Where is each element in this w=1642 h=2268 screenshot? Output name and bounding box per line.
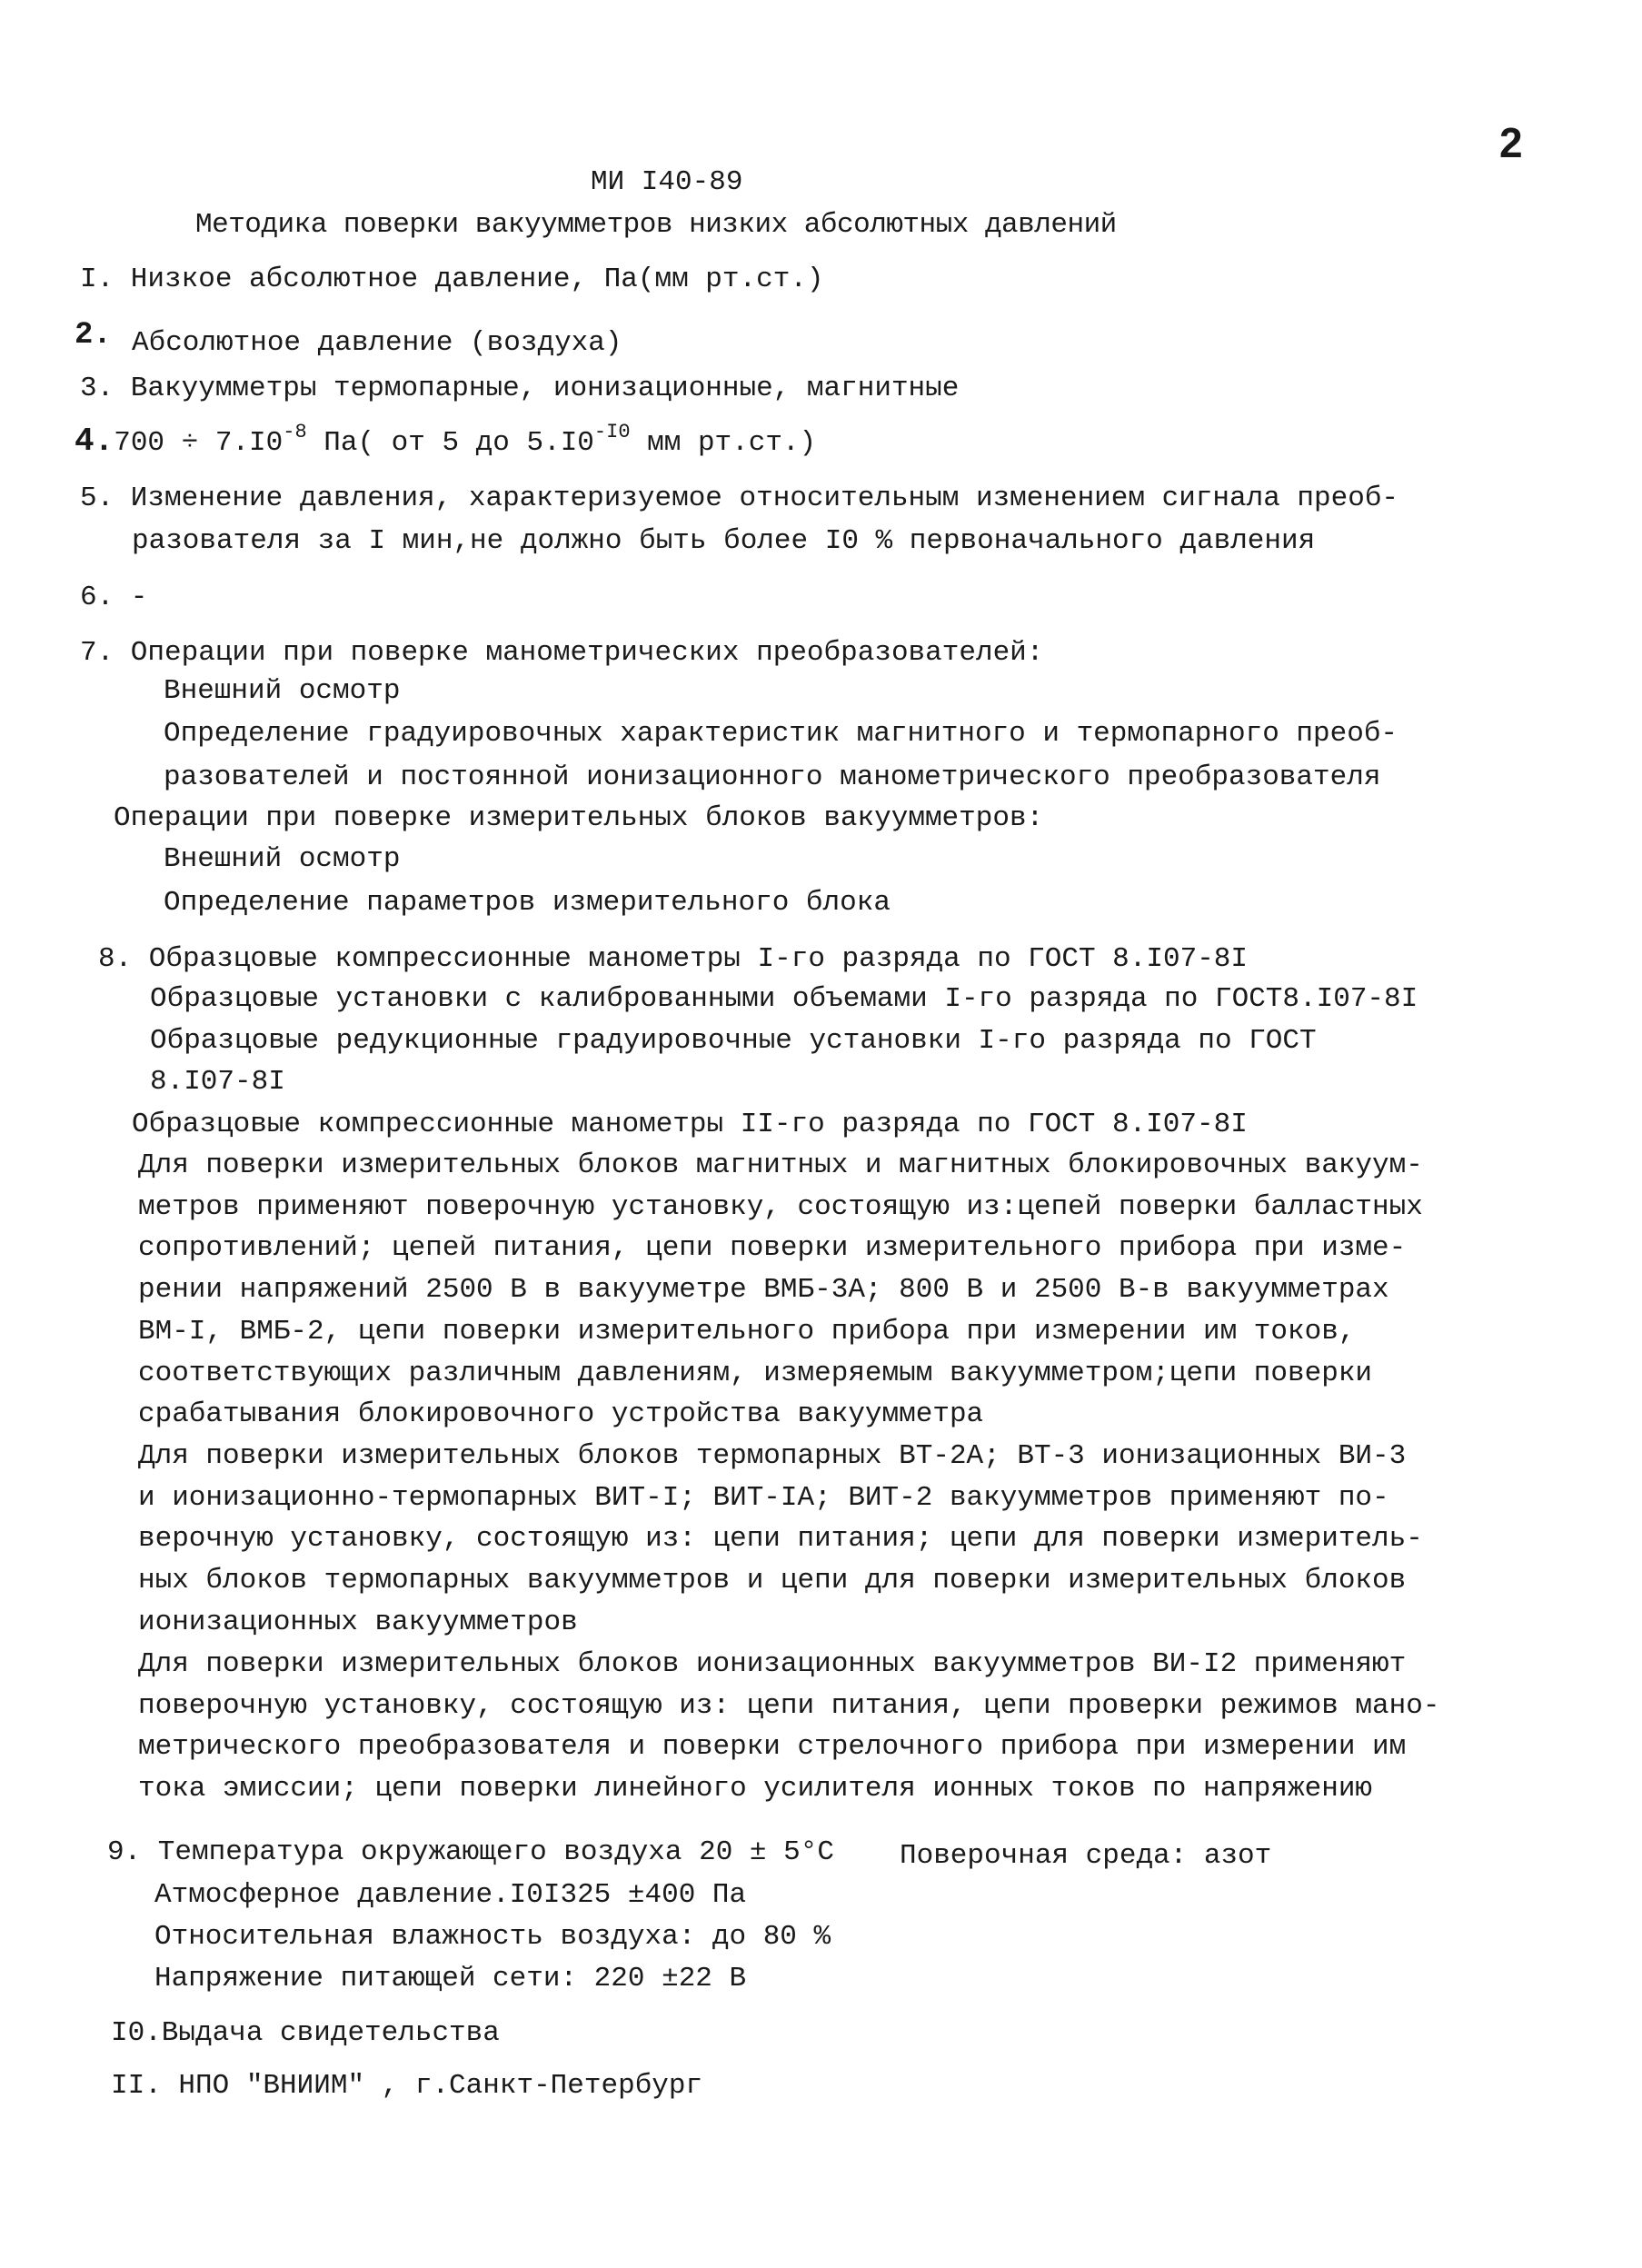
item-2-text: Абсолютное давление (воздуха) [132, 327, 622, 359]
item-10: I0.Выдача свидетельства [111, 2017, 500, 2049]
item-8-line-6: Для поверки измерительных блоков магнитных и магнитных блокировочных вакуум- [138, 1149, 1423, 1181]
item-7-line-4: разователей и постоянной ионизационного манометрического преобразователя [164, 761, 1381, 793]
item-7-line-5: Операции при поверке измерительных блоков вакуумметров: [114, 802, 1044, 834]
doc-title: Методика поверки вакуумметров низких абсолютных давлений [195, 209, 1117, 241]
item-3: 3. Вакуумметры термопарные, ионизационные, магнитные [80, 373, 960, 404]
item-7-line-3: Определение градуировочных характеристик магнитного и термопарного преоб- [164, 718, 1398, 750]
item-5-line-1: 5. Изменение давления, характеризуемое относительным изменением сигнала преоб- [80, 482, 1399, 514]
item-11: II. НПО "ВНИИМ" , г.Санкт-Петербург [111, 2070, 703, 2102]
item-4-range-mid: Па( от 5 до 5.I0 [306, 427, 594, 459]
item-8-line-4: 8.I07-8I [150, 1066, 285, 1098]
item-7-line-6: Внешний осмотр [164, 843, 401, 875]
item-2-number: 2. [75, 318, 112, 353]
item-8-line-14: и ионизационно-термопарных ВИТ-I; ВИТ-IА; ВИТ-2 вакуумметров применяют по- [138, 1482, 1389, 1514]
item-8-line-19: поверочную установку, состоящую из: цепи питания, цепи проверки режимов мано- [138, 1690, 1440, 1722]
item-9-medium: Поверочная среда: азот [900, 1840, 1272, 1872]
item-8-line-7: метров применяют поверочную установку, состоящую из:цепей поверки балластных [138, 1191, 1423, 1223]
item-4-exp-2: -I0 [593, 421, 631, 443]
item-8-line-20: метрического преобразователя и поверки стрелочного прибора при измерении им [138, 1731, 1407, 1763]
item-7-line-7: Определение параметров измерительного блока [164, 887, 891, 919]
item-8-line-18: Для поверки измерительных блоков ионизационных вакуумметров ВИ-I2 применяют [138, 1648, 1407, 1680]
item-9-humidity: Относительная влажность воздуха: до 80 % [154, 1921, 831, 1953]
item-8-line-17: ионизационных вакуумметров [138, 1606, 578, 1638]
item-8-line-3: Образцовые редукционные градуировочные установки I-го разряда по ГОСТ [150, 1025, 1317, 1057]
item-8-line-5: Образцовые компрессионные манометры II-го разряда по ГОСТ 8.I07-8I [132, 1109, 1248, 1140]
item-8-line-1: 8. Образцовые компрессионные манометры I-го разряда по ГОСТ 8.I07-8I [98, 943, 1249, 975]
item-6: 6. - [80, 582, 148, 613]
item-8-line-21: тока эмиссии; цепи поверки линейного усилителя ионных токов по напряжению [138, 1773, 1373, 1805]
item-7-line-2: Внешний осмотр [164, 675, 401, 707]
item-8-line-8: сопротивлений; цепей питания, цепи поверки измерительного прибора при изме- [138, 1232, 1407, 1264]
item-8-line-16: ных блоков термопарных вакуумметров и цепи для поверки измерительных блоков [138, 1565, 1407, 1597]
item-8-line-15: верочную установку, состоящую из: цепи питания; цепи для поверки измеритель- [138, 1523, 1423, 1555]
item-7-line-1: 7. Операции при поверке манометрических преобразователей: [80, 637, 1044, 669]
item-9-pressure: Атмосферное давление.I0I325 ±400 Па [154, 1879, 747, 1911]
item-9-temperature: 9. Температура окружающего воздуха 20 ± 5°С [107, 1836, 834, 1868]
item-5-line-2: разователя за I мин,не должно быть более I0 % первоначального давления [132, 525, 1316, 557]
item-8-line-13: Для поверки измерительных блоков термопарных ВТ-2А; ВТ-3 ионизационных ВИ-3 [138, 1440, 1407, 1472]
item-8-line-10: ВМ-I, ВМБ-2, цепи поверки измерительного прибора при измерении им токов, [138, 1316, 1356, 1348]
item-4 [75, 421, 817, 460]
item-4-range-end: мм рт.ст.) [630, 427, 817, 459]
item-8-line-11: соответствующих различным давлениям, измеряемым вакуумметром;цепи поверки [138, 1358, 1373, 1389]
doc-code: МИ I40-89 [591, 166, 743, 198]
item-8-line-12: срабатывания блокировочного устройства вакуумметра [138, 1398, 984, 1430]
item-4-exp-1: -8 [283, 421, 307, 443]
item-4-range-start: 700 ÷ 7.I0 [114, 427, 284, 459]
item-1: I. Низкое абсолютное давление, Па(мм рт.ст.) [80, 264, 824, 295]
item-8-line-9: рении напряжений 2500 В в вакууметре ВМБ-3А; 800 В и 2500 В-в вакуумметрах [138, 1274, 1389, 1306]
page-number: 2 [1499, 119, 1523, 166]
item-8-line-2: Образцовые установки с калиброванными объемами I-го разряда по ГОСТ8.I07-8I [150, 983, 1418, 1015]
item-9-voltage: Напряжение питающей сети: 220 ±22 В [154, 1963, 747, 1994]
item-4-number: 4. [75, 423, 114, 460]
